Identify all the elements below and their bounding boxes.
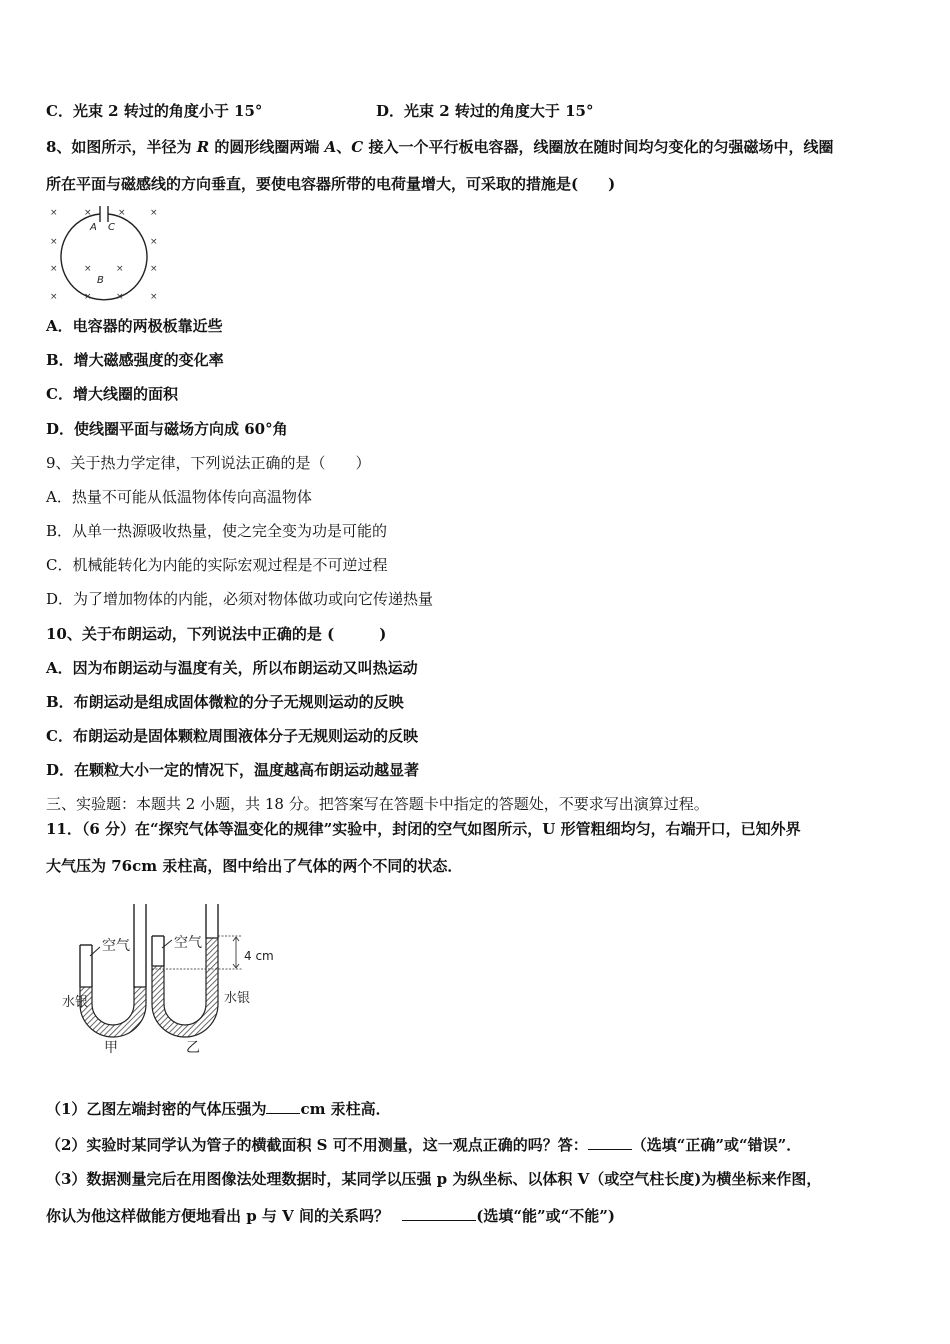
field-mark: × <box>150 237 158 247</box>
q11-stem-line2: 大气压为 76cm 汞柱高，图中给出了气体的两个不同的状态． <box>46 857 463 875</box>
q10-option-d: D．在颗粒大小一定的情况下，温度越高布朗运动越显著 <box>46 761 420 779</box>
q7-option-d: D．光束 2 转过的角度大于 15° <box>376 102 594 120</box>
label-b: B <box>97 275 104 286</box>
q11-sub3-line1: （3）数据测量完后在用图像法处理数据时，某同学以压强 p 为纵坐标、以体积 V（或空气柱长度)为横坐标来作图， <box>46 1170 822 1188</box>
q9-option-d: D．为了增加物体的内能，必须对物体做功或向它传递热量 <box>46 590 434 608</box>
field-mark: × <box>116 292 124 302</box>
q9-option-c: C．机械能转化为内能的实际宏观过程是不可逆过程 <box>46 556 388 574</box>
field-mark: × <box>150 292 158 302</box>
field-mark: × <box>84 264 92 274</box>
answer-blank[interactable] <box>588 1135 632 1150</box>
q8-stem-line1 <box>46 137 834 157</box>
q8-option-c: C．增大线圈的面积 <box>46 385 178 403</box>
q8-var-r: R <box>196 138 210 156</box>
jia-air-label: 空气 <box>102 938 130 954</box>
q8-stem-part: 接入一个平行板电容器，线圈放在随时间均匀变化的匀强磁场中，线圈 <box>368 138 834 156</box>
field-mark: × <box>118 208 126 218</box>
q8-var-c: C <box>351 138 364 156</box>
section-heading: 三、实验题：本题共 2 小题，共 18 分。把答案写在答题卡中指定的答题处，不要求写出演算过程。 <box>46 795 709 813</box>
answer-blank[interactable] <box>402 1206 476 1221</box>
q8-option-d: D．使线圈平面与磁场方向成 60°角 <box>46 420 288 438</box>
field-mark: × <box>50 208 58 218</box>
field-mark: × <box>84 292 92 302</box>
q11-sub1-tail: cm 汞柱高． <box>300 1100 391 1118</box>
height-label: 4 cm <box>244 949 274 963</box>
q8-stem-part: 8、如图所示，半径为 <box>46 138 192 156</box>
q11-sub3-text: 你认为他这样做能方便地看出 p 与 V 间的关系吗？ <box>46 1207 390 1225</box>
q7-option-c: C．光束 2 转过的角度小于 15° <box>46 102 263 120</box>
u-tube-jia <box>80 904 146 1037</box>
q11-u-tube-figure <box>58 900 288 1060</box>
q11-stem-line1: 11．（6 分）在“探究气体等温变化的规律”实验中，封闭的空气如图所示，U 形管粗细均匀，右端开口，已知外界 <box>46 820 801 838</box>
field-mark: × <box>50 264 58 274</box>
yi-mercury-label: 水银 <box>224 991 251 1006</box>
field-mark: × <box>50 237 58 247</box>
q8-sep: 、 <box>336 138 352 156</box>
q9-option-a: A．热量不可能从低温物体传向高温物体 <box>46 488 312 506</box>
q8-stem-part: 的圆形线圈两端 <box>214 138 320 156</box>
q11-sub1 <box>46 1099 391 1119</box>
q8-stem-line2: 所在平面与磁感线的方向垂直，要使电容器所带的电荷量增大，可采取的措施是( ) <box>46 175 616 193</box>
jia-caption: 甲 <box>104 1040 118 1056</box>
yi-air-label: 空气 <box>174 935 202 951</box>
q11-sub1-text: （1）乙图左端封密的气体压强为 <box>46 1100 267 1118</box>
field-mark: × <box>150 264 158 274</box>
field-mark: × <box>84 208 92 218</box>
q11-sub2 <box>46 1135 801 1155</box>
q11-sub3-line2 <box>46 1206 615 1226</box>
label-a: A <box>90 222 97 233</box>
q8-coil-figure <box>44 203 166 303</box>
q9-option-b: B．从单一热源吸收热量，使之完全变为功是可能的 <box>46 522 388 540</box>
field-mark: × <box>50 292 58 302</box>
q10-option-b: B．布朗运动是组成固体微粒的分子无规则运动的反映 <box>46 693 404 711</box>
coil-circle <box>61 214 147 300</box>
q11-sub2-text: （2）实验时某同学认为管子的横截面积 S 可不用测量，这一观点正确的吗？答： <box>46 1136 588 1154</box>
q11-sub3-tail: (选填“能”或“不能”) <box>476 1207 615 1225</box>
field-mark: × <box>116 264 124 274</box>
q10-option-a: A．因为布朗运动与温度有关，所以布朗运动又叫热运动 <box>46 659 418 677</box>
yi-caption: 乙 <box>186 1040 200 1056</box>
q10-stem: 10、关于布朗运动，下列说法中正确的是 ( ) <box>46 625 387 643</box>
field-mark: × <box>150 208 158 218</box>
q8-option-b: B．增大磁感强度的变化率 <box>46 351 224 369</box>
q11-sub2-tail: （选填“正确”或“错误”． <box>631 1136 802 1154</box>
answer-blank[interactable] <box>266 1099 300 1114</box>
q9-stem: 9、关于热力学定律，下列说法正确的是（ ） <box>46 454 371 472</box>
q8-option-a: A．电容器的两极板靠近些 <box>46 317 223 335</box>
u-tube-yi <box>152 904 242 1037</box>
jia-mercury-label: 水银 <box>62 995 89 1010</box>
q10-option-c: C．布朗运动是固体颗粒周围液体分子无规则运动的反映 <box>46 727 418 745</box>
q8-var-a: A <box>324 138 337 156</box>
label-c: C <box>108 222 115 233</box>
